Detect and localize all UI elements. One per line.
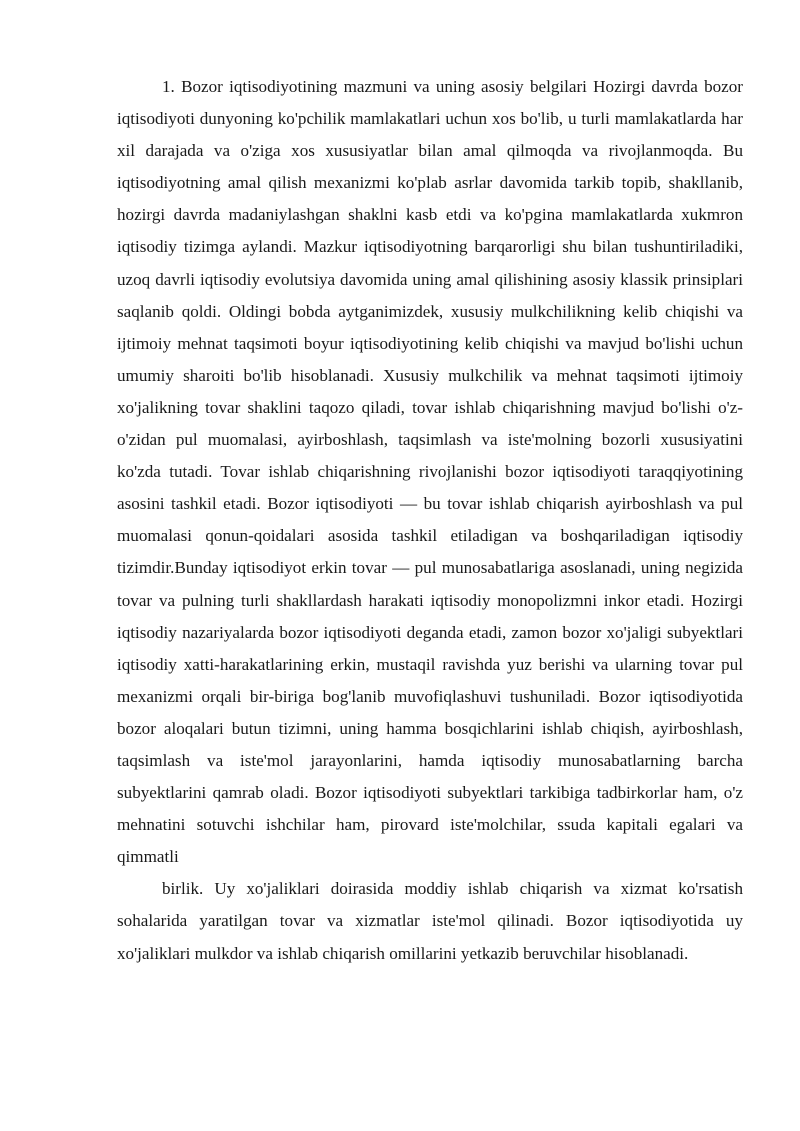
paragraph-1: 1. Bozor iqtisodiyotining mazmuni va uning asosiy belgilari Hozirgi davrda bozor iqtisodiyoti dunyoning ko'pchilik mamlakatlari uchun xos bo'lib, u turli mamlakatlarda har xil darajada va o'ziga xos xususiyatlar bilan amal qilmoqda va rivojlanmoqda. Bu iqtisodiyotning amal qilish mexanizmi ko'plab asrlar davomida tarkib topib, shakllanib, hozirgi davrda madaniylashgan shaklni kasb etdi va ko'pgina mamlakatlarda xukmron iqtisodiy tizimga aylandi. Mazkur iqtisodiyotning barqarorligi shu bilan tushuntiriladiki, uzoq davrli iqtisodiy evolutsiya davomida uning amal qilishining asosiy klassik prinsiplari saqlanib qoldi. Oldingi bobda aytganimizdek, xususiy mulkchilikning kelib chiqishi va ijtimoiy mehnat taqsimoti boyur iqtisodiyotining kelib chiqishi va mavjud bo'lishi uchun umumiy sharoiti bo'lib hisoblanadi. Xususiy mulkchilik va mehnat taqsimoti ijtimoiy xo'jalikning tovar shaklini taqozo qiladi, tovar ishlab chiqarishning mavjud bo'lishi o'z-o'zidan pul muomalasi, ayirboshlash, taqsimlash va iste'molning bozorli xususiyatini ko'zda tutadi. Tovar ishlab chiqarishning rivojlanishi bozor iqtisodiyoti taraqqiyotining asosini tashkil etadi. Bozor iqtisodiyoti — bu tovar ishlab chiqarish ayirboshlash va pul muomalasi qonun-qoidalari asosida tashkil etiladigan va boshqariladigan iqtisodiy tizimdir.Bunday iqtisodiyot erkin tovar — pul munosabatlariga asoslanadi, uning negizida tovar va pulning turli shakllardash harakati iqtisodiy monopolizmni inkor etadi. Hozirgi iqtisodiy nazariyalarda bozor iqtisodiyoti deganda etadi, zamon bozor xo'jaligi subyektlari iqtisodiy xatti-harakatlarining erkin, mustaqil ravishda yuz berishi va ularning tovar pul mexanizmi orqali bir-biriga bog'lanib muvofiqlashuvi tushuniladi. Bozor iqtisodiyotida bozor aloqalari butun tizimni, uning hamma bosqichlarini ishlab chiqish, ayirboshlash, taqsimlash va iste'mol jarayonlarini, hamda iqtisodiy munosabatlarning barcha subyektlarini qamrab oladi. Bozor iqtisodiyoti subyektlari tarkibiga tadbirkorlar ham, o'z mehnatini sotuvchi ishchilar ham, pirovard iste'molchilar, ssuda kapitali egalari va qimmatli bbox=[117, 77, 743, 867]
document-page bbox=[117, 71, 743, 970]
paragraph-2: birlik. Uy xo'jaliklari doirasida moddiy ishlab chiqarish va xizmat ko'rsatish sohalarida yaratilgan tovar va xizmatlar iste'mol qilinadi. Bozor iqtisodiyotida uy xo'jaliklari mulkdor va ishlab chiqarish omillarini yetkazib beruvchilar hisoblanadi. bbox=[117, 879, 743, 963]
